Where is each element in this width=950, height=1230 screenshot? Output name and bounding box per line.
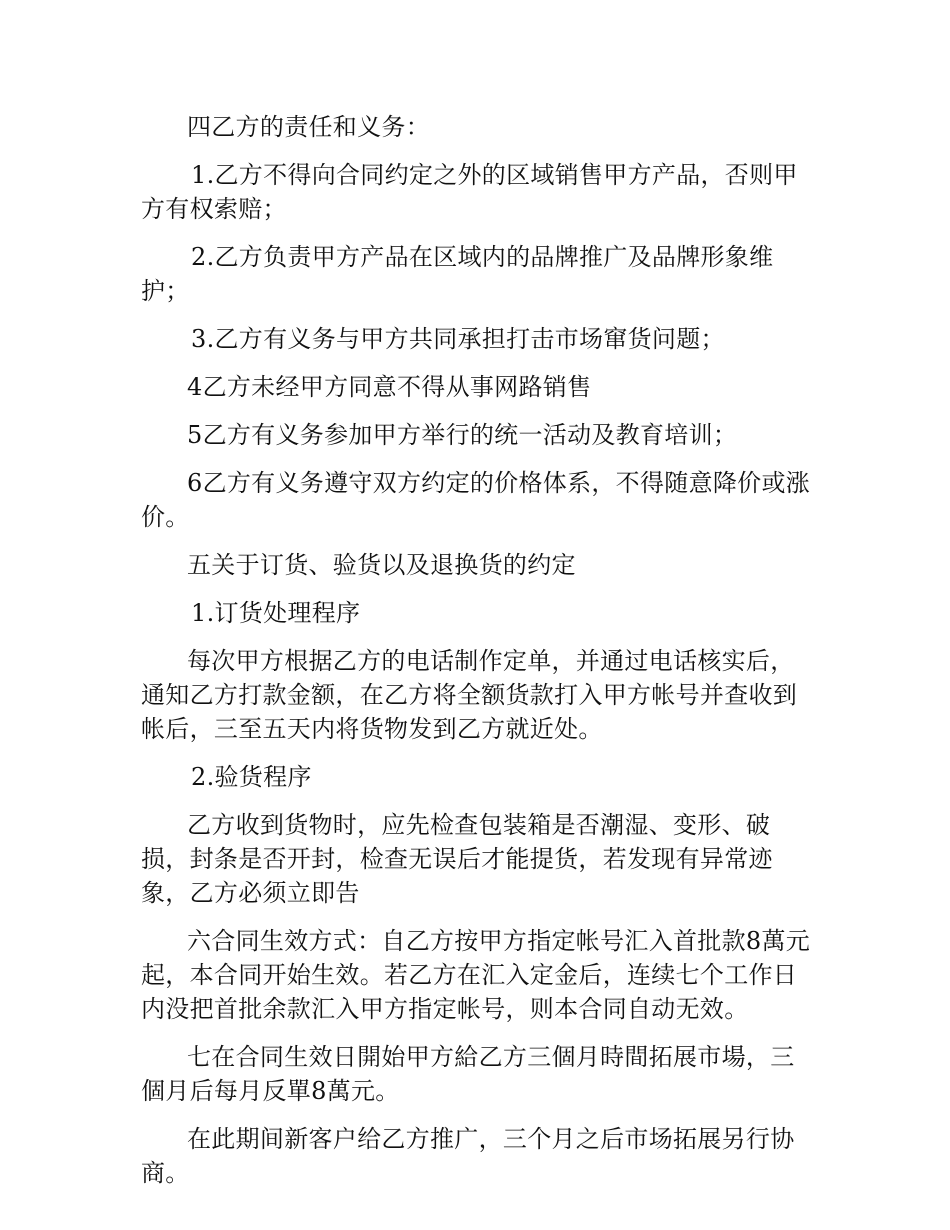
document-body <box>141 110 816 1204</box>
inspection-procedure-paragraph: 乙方收到货物时，应先检查包装箱是否潮湿、变形、破损，封条是否开封，检查无误后才能提货，若发现有异常迹象，乙方必须立即告 <box>141 811 773 907</box>
obligation-item-6: 6乙方有义务遵守双方约定的价格体系，不得随意降价或涨价。 <box>141 469 811 531</box>
section-market-expansion: 七在合同生效日開始甲方給乙方三個月時間拓展市場，三個月后每月反單8萬元。 <box>141 1043 795 1105</box>
obligation-item-4: 4乙方未经甲方同意不得从事网路销售 <box>187 373 592 401</box>
obligation-item-5: 5乙方有义务参加甲方举行的统一活动及教育培训； <box>187 421 738 449</box>
obligation-item-2: 2.乙方负责甲方产品在区域内的品牌推广及品牌形象维护； <box>141 243 774 305</box>
section-heading-obligations: 四乙方的责任和义务： <box>187 113 430 141</box>
obligation-item-3: 3.乙方有义务与甲方共同承担打击市场窜货问题； <box>191 325 725 353</box>
section-effective-method: 六合同生效方式：自乙方按甲方指定帐号汇入首批款8萬元起，本合同开始生效。若乙方在汇入定金后，连续七个工作日内没把首批余款汇入甲方指定帐号，则本合同自动无效。 <box>141 927 811 1023</box>
subsection-heading-order-procedure: 1.订货处理程序 <box>191 599 361 627</box>
section-heading-ordering: 五关于订货、验货以及退换货的约定 <box>187 551 576 579</box>
closing-paragraph: 在此期间新客户给乙方推广，三个月之后市场拓展另行协商。 <box>141 1125 795 1187</box>
subsection-heading-inspection-procedure: 2.验货程序 <box>191 763 312 791</box>
order-procedure-paragraph: 每次甲方根据乙方的电话制作定单，并通过电话核实后，通知乙方打款金额，在乙方将全额货款打入甲方帐号并查收到帐后，三至五天内将货物发到乙方就近处。 <box>141 647 798 743</box>
obligation-item-1: 1.乙方不得向合同约定之外的区域销售甲方产品，否则甲方有权索赔； <box>141 161 798 223</box>
